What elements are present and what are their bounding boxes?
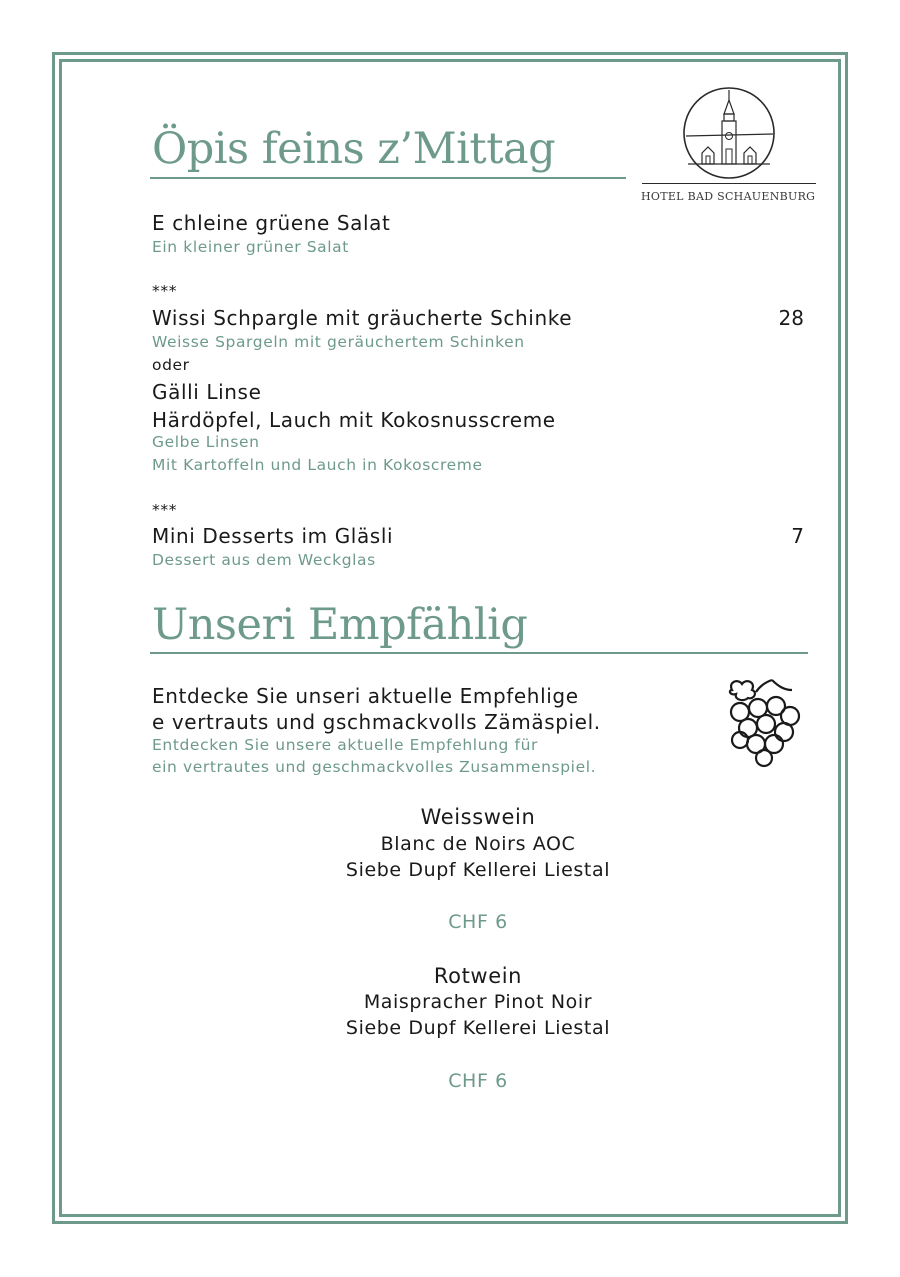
dessert-name: Mini Desserts im Gläsli (152, 524, 394, 548)
recommendation-title-rule (150, 652, 808, 654)
lunch-title: Öpis feins z’Mittag (152, 124, 556, 174)
dessert-translation: Dessert aus dem Weckglas (152, 551, 376, 569)
main-1-translation: Weisse Spargeln mit geräuchertem Schinken (152, 333, 525, 351)
separator: *** (152, 501, 178, 519)
intro-line2: e vertrauts und gschmackvolls Zämäspiel. (152, 710, 601, 734)
main-2-name-line2: Härdöpfel, Lauch mit Kokosnusscreme (152, 408, 556, 432)
dessert-price: 7 (791, 524, 804, 548)
brand-name: HOTEL BAD SCHAUENBURG (641, 190, 816, 203)
red-wine-title: Rotwein (433, 964, 523, 988)
main-2-translation-line2: Mit Kartoffeln und Lauch in Kokoscreme (152, 456, 483, 474)
white-wine-title: Weisswein (420, 805, 536, 829)
intro-line1: Entdecke Sie unseri aktuelle Empfehlige (152, 684, 579, 708)
lunch-title-rule (150, 177, 626, 179)
hotel-tower-icon (640, 86, 820, 186)
red-wine-producer: Siebe Dupf Kellerei Liestal (345, 1017, 611, 1039)
white-wine-producer: Siebe Dupf Kellerei Liestal (345, 859, 611, 881)
recommendation-title: Unseri Empfählig (152, 600, 528, 650)
main-1-price: 28 (778, 306, 804, 330)
starter-translation: Ein kleiner grüner Salat (152, 238, 349, 256)
separator: *** (152, 282, 178, 300)
main-2-name-line1: Gälli Linse (152, 380, 262, 404)
main-1-name: Wissi Schpargle mit gräucherte Schinke (152, 306, 573, 330)
red-wine-price: CHF 6 (448, 1070, 508, 1092)
red-wine-name: Maispracher Pinot Noir (363, 991, 593, 1013)
hotel-logo (640, 86, 820, 206)
intro-translation-line2: ein vertrautes und geschmackvolles Zusammenspiel. (152, 758, 597, 776)
starter-name: E chleine grüene Salat (152, 211, 391, 235)
white-wine-name: Blanc de Noirs AOC (380, 833, 576, 855)
white-wine-price: CHF 6 (448, 911, 508, 933)
main-2-translation-line1: Gelbe Linsen (152, 433, 260, 451)
grapes-icon (720, 676, 810, 768)
intro-translation-line1: Entdecken Sie unsere aktuelle Empfehlung für (152, 736, 538, 754)
or-label: oder (152, 356, 190, 374)
logo-rule (642, 183, 816, 184)
